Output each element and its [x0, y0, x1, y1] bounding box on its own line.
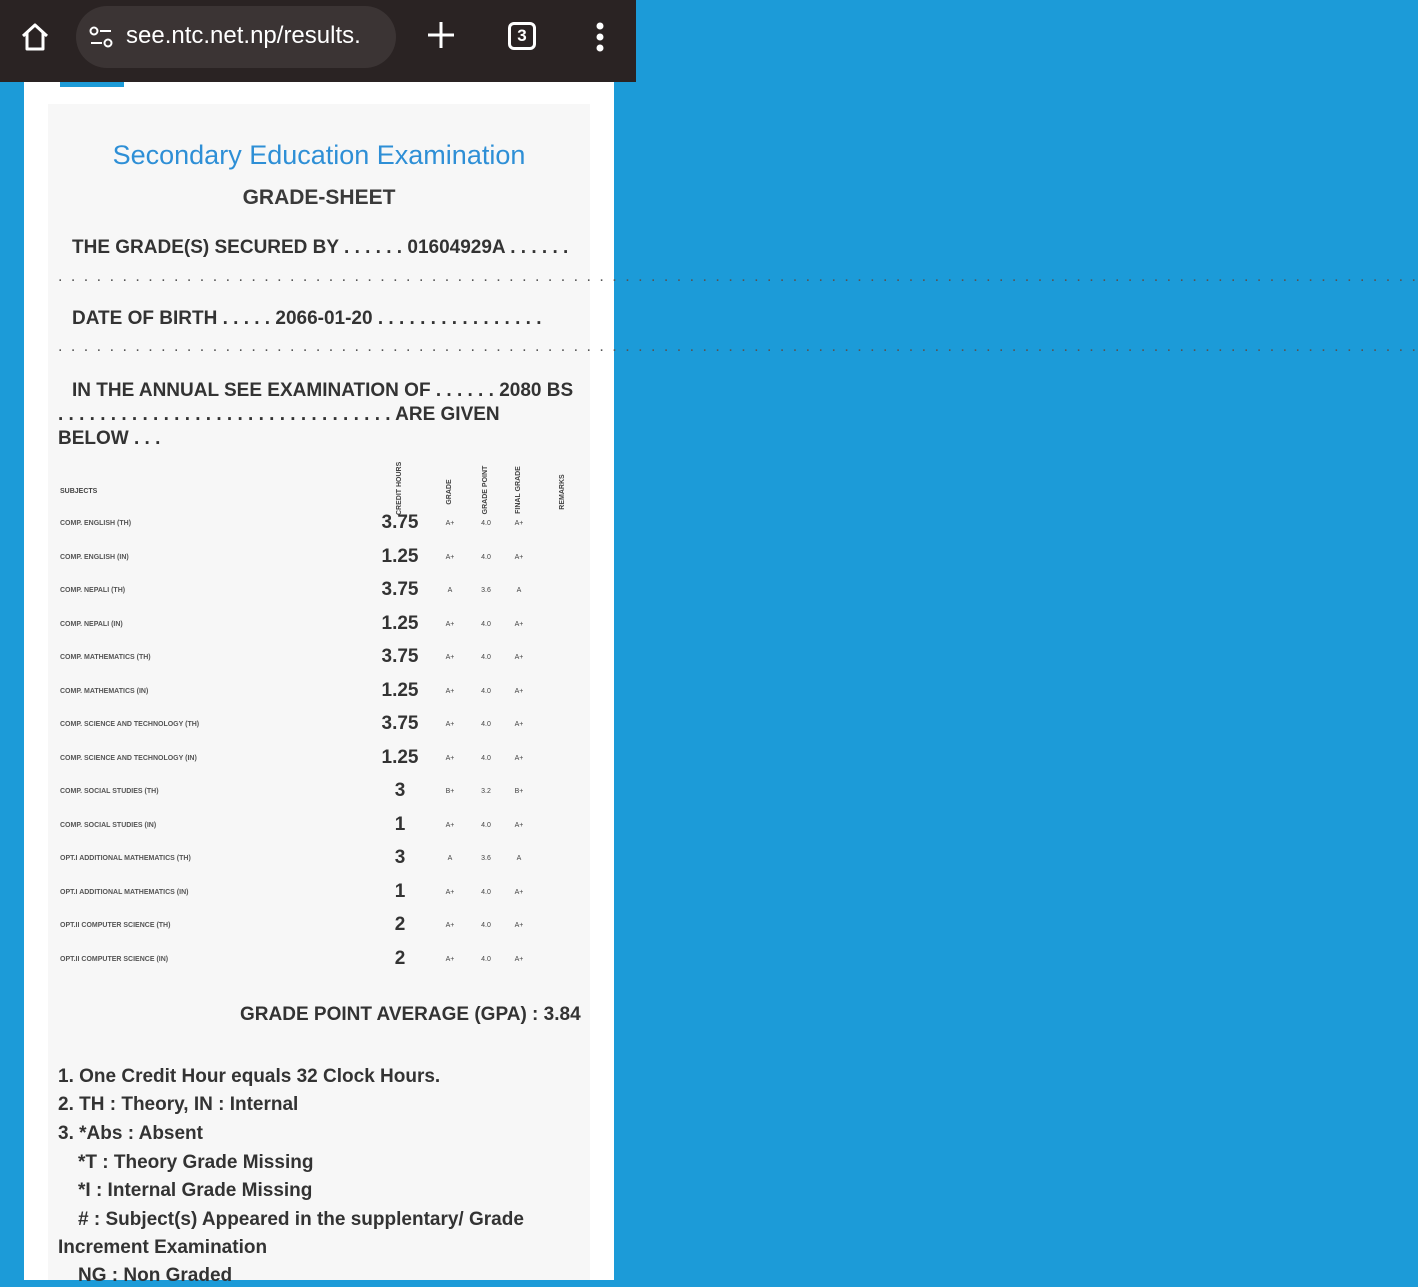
remarks-header: REMARKS [559, 474, 566, 510]
final-grade-cell: A [516, 855, 522, 862]
dob-tail: . . . . . . . . . . . . . . . . [377, 308, 542, 329]
gpa-summary: GRADE POINT AVERAGE (GPA) : 3.84 [240, 1004, 581, 1025]
exam-label: IN THE ANNUAL SEE EXAMINATION OF . . . . . . [72, 380, 494, 401]
grade-point-cell: 4.0 [481, 687, 491, 695]
more-menu-icon[interactable] [592, 20, 608, 54]
subject-cell: COMP. NEPALI (TH) [60, 587, 126, 594]
credit-hours-cell: 1.25 [381, 679, 419, 701]
grade-point-cell: 4.0 [481, 821, 491, 829]
grade-point-cell: 4.0 [481, 553, 491, 561]
grade-cell: A+ [445, 721, 455, 728]
secured-by-label: THE GRADE(S) SECURED BY . . . . . . [72, 237, 403, 258]
note-theory-missing: *T : Theory Grade Missing [78, 1152, 314, 1173]
final-grade-cell: A+ [514, 955, 524, 963]
credit-hours-cell: 3.75 [381, 512, 419, 533]
grade-cell: A+ [445, 922, 455, 929]
table-row [24, 843, 614, 876]
home-icon[interactable] [18, 20, 52, 54]
table-row [24, 810, 614, 843]
final-grade-cell: A+ [514, 721, 524, 728]
address-bar[interactable] [76, 6, 396, 68]
final-grade-cell: A+ [514, 888, 524, 896]
grade-point-cell: 4.0 [481, 955, 491, 963]
credit-hours-cell: 1.25 [381, 545, 419, 567]
credit-hours-cell: 1 [394, 813, 406, 835]
grade-point-cell: 4.0 [481, 922, 491, 929]
grade-point-cell: 4.0 [481, 654, 491, 661]
credit-hours-cell: 1.25 [381, 612, 419, 634]
credit-hours-cell: 1 [394, 880, 406, 902]
subject-cell: OPT.I ADDITIONAL MATHEMATICS (TH) [60, 855, 191, 862]
final-grade-cell: A+ [514, 553, 524, 561]
table-row [24, 709, 614, 742]
exam-line [72, 380, 573, 402]
browser-toolbar [0, 0, 636, 82]
grade-point-cell: 3.6 [481, 855, 491, 862]
table-row [24, 944, 614, 977]
grade-cell: B+ [445, 788, 455, 795]
subject-cell: COMP. MATHEMATICS (TH) [60, 654, 151, 661]
dotted-separator: . . . . . . . . . . . . . . . . . . . . . . . . . . . . . . . . . . . . . . . . . . . . . . . . . . . . . . . . . . . . . . . . . . . . . . . . . . . . . . . . . . . . . . . . . . . . . . . . . . . . . . . . . . [58, 268, 1418, 285]
url-text[interactable]: see.ntc.net.np/results. [126, 22, 361, 49]
exam-year: 2080 BS [499, 380, 574, 401]
table-row [24, 542, 614, 575]
below-line: BELOW . . . [58, 428, 161, 449]
secured-by-line [72, 237, 568, 259]
final-grade-cell: A+ [514, 687, 524, 695]
dotted-separator: . . . . . . . . . . . . . . . . . . . . . . . . . . . . . . . . . . . . . . . . . . . . . . . . . . . . . . . . . . . . . . . . . . . . . . . . . . . . . . . . . . . . . . . . . . . . . . . . . . . . . . . . . . [58, 338, 1418, 355]
grade-point-cell: 4.0 [481, 620, 491, 628]
exam-title: Secondary Education Examination [112, 140, 526, 170]
grade-cell: A+ [445, 654, 455, 661]
grade-header: GRADE [446, 479, 453, 505]
table-row [24, 676, 614, 709]
subject-cell: COMP. SOCIAL STUDIES (IN) [60, 821, 157, 829]
subject-cell: COMP. SCIENCE AND TECHNOLOGY (IN) [60, 754, 197, 762]
note-supplementary: # : Subject(s) Appeared in the supplentary/ Grade [78, 1209, 524, 1230]
subject-cell: COMP. ENGLISH (TH) [60, 520, 132, 527]
final-grade-header: FINAL GRADE [515, 466, 522, 514]
dob-line [72, 308, 542, 330]
subject-cell: COMP. NEPALI (IN) [60, 620, 123, 628]
credit-hours-cell: 2 [394, 914, 406, 935]
grade-cell: A [447, 855, 453, 862]
page-tab-indicator [60, 82, 124, 87]
grade-cell: A+ [445, 754, 455, 762]
grade-point-cell: 4.0 [481, 520, 491, 527]
subject-cell: OPT.I ADDITIONAL MATHEMATICS (IN) [60, 888, 189, 896]
subjects-header: SUBJECTS [60, 488, 98, 495]
table-row [24, 743, 614, 776]
grade-cell: A+ [445, 620, 455, 628]
credit-hours-cell: 3.75 [381, 646, 419, 667]
page-content [24, 82, 1418, 1286]
table-row [24, 575, 614, 608]
note-internal-missing: *I : Internal Grade Missing [78, 1180, 313, 1201]
secured-by-tail: . . . . . . [510, 237, 569, 258]
final-grade-cell: A+ [514, 520, 524, 527]
dob-label: DATE OF BIRTH . . . . . [72, 308, 271, 329]
grade-point-cell: 4.0 [481, 754, 491, 762]
site-settings-icon[interactable] [88, 24, 114, 50]
note-th-in: 2. TH : Theory, IN : Internal [58, 1094, 299, 1115]
final-grade-cell: A+ [514, 620, 524, 628]
table-row [24, 609, 614, 642]
final-grade-cell: A+ [514, 821, 524, 829]
final-grade-cell: A+ [514, 922, 524, 929]
credit-hours-cell: 1.25 [381, 746, 419, 768]
grade-cell: A+ [445, 888, 455, 896]
table-row [24, 877, 614, 910]
final-grade-cell: A+ [514, 754, 524, 762]
grade-sheet-subtitle: GRADE-SHEET [242, 186, 396, 209]
credit-hours-cell: 2 [394, 947, 406, 969]
grade-point-cell: 4.0 [481, 721, 491, 728]
credit-hours-cell: 3 [394, 847, 406, 868]
subject-cell: COMP. ENGLISH (IN) [60, 553, 129, 561]
subject-cell: COMP. MATHEMATICS (IN) [60, 687, 149, 695]
subject-cell: OPT.II COMPUTER SCIENCE (TH) [60, 922, 171, 929]
table-row [24, 642, 614, 675]
final-grade-cell: B+ [514, 788, 524, 795]
subject-cell: COMP. SCIENCE AND TECHNOLOGY (TH) [60, 721, 200, 728]
note-non-graded: NG : Non Graded [78, 1265, 233, 1286]
final-grade-cell: A+ [514, 654, 524, 661]
are-given-line: . . . . . . . . . . . . . . . . . . . . . . . . . . . . . . . . ARE GIVEN [58, 404, 500, 425]
subject-cell: COMP. SOCIAL STUDIES (TH) [60, 788, 159, 795]
final-grade-cell: A [516, 587, 522, 594]
credit-hours-header: CREDIT HOURS [396, 461, 403, 515]
symbol-number: 01604929A [407, 237, 505, 258]
note-supplementary-cont: Increment Examination [58, 1237, 268, 1258]
grade-cell: A+ [445, 955, 455, 963]
subject-cell: OPT.II COMPUTER SCIENCE (IN) [60, 955, 169, 963]
note-absent: 3. *Abs : Absent [58, 1123, 203, 1144]
new-tab-icon[interactable] [424, 18, 458, 52]
grade-point-cell: 4.0 [481, 888, 491, 896]
tab-switcher-button[interactable]: 3 [508, 22, 536, 50]
grade-point-cell: 3.2 [481, 788, 491, 795]
grade-cell: A [447, 587, 453, 594]
dob-value: 2066-01-20 [275, 308, 373, 329]
grade-point-header: GRADE POINT [482, 465, 489, 515]
credit-hours-cell: 3.75 [381, 579, 419, 600]
note-credit-hour: 1. One Credit Hour equals 32 Clock Hours. [58, 1066, 441, 1087]
credit-hours-cell: 3.75 [381, 713, 419, 734]
grade-cell: A+ [445, 520, 455, 527]
credit-hours-cell: 3 [394, 780, 406, 801]
table-row [24, 776, 614, 809]
grade-point-cell: 3.6 [481, 587, 491, 594]
grade-cell: A+ [445, 687, 455, 695]
table-row [24, 910, 614, 943]
table-row [24, 508, 614, 541]
grade-cell: A+ [445, 821, 455, 829]
grade-cell: A+ [445, 553, 455, 561]
